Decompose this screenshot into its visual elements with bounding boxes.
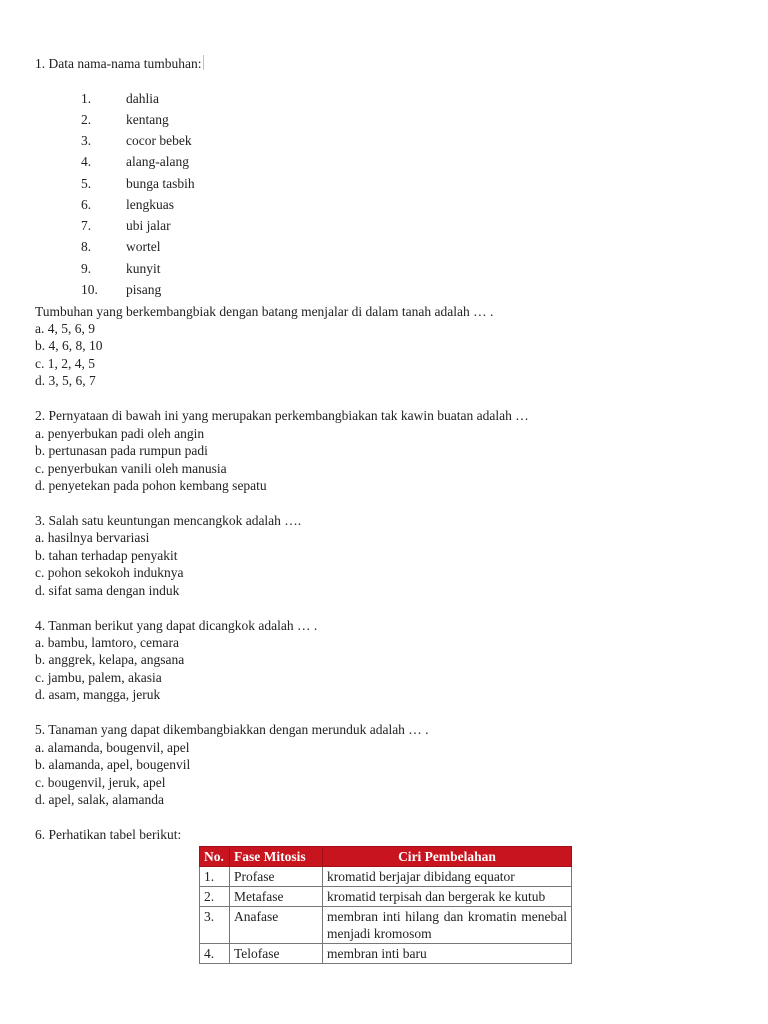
q3-option-d: d. sifat sama dengan induk: [35, 583, 180, 598]
q2-option-d: d. penyetekan pada pohon kembang sepatu: [35, 478, 267, 493]
plant-number: 8.: [81, 239, 92, 254]
plant-name: cocor bebek: [126, 133, 192, 148]
plant-name: alang-alang: [126, 154, 189, 169]
q2-question: 2. Pernyataan di bawah ini yang merupakan perkembangbiakan tak kawin buatan adalah …: [35, 408, 529, 423]
plant-name: bunga tasbih: [126, 176, 195, 191]
q4-option-c: c. jambu, palem, akasia: [35, 670, 162, 685]
table-cell: kromatid berjajar dibidang equator: [323, 867, 572, 887]
q1-option-c: c. 1, 2, 4, 5: [35, 356, 95, 371]
plant-number: 3.: [81, 133, 92, 148]
plant-number: 1.: [81, 91, 92, 106]
table-cell: kromatid terpisah dan bergerak ke kutub: [323, 887, 572, 907]
table-cell: membran inti hilang dan kromatin menebal menjadi kromosom: [323, 907, 572, 944]
q1-title: 1. Data nama-nama tumbuhan:: [35, 55, 204, 72]
plant-name: wortel: [126, 239, 161, 254]
q4-question: 4. Tanman berikut yang dapat dicangkok adalah … .: [35, 618, 318, 633]
table-cell: Profase: [230, 867, 323, 887]
table-header-row: [200, 847, 572, 867]
q1-option-b: b. 4, 6, 8, 10: [35, 338, 103, 353]
q3-option-a: a. hasilnya bervariasi: [35, 530, 150, 545]
table-header-cell: No.: [200, 847, 230, 867]
q1-option-a: a. 4, 5, 6, 9: [35, 321, 95, 336]
q1-option-d: d. 3, 5, 6, 7: [35, 373, 96, 388]
q5-option-d: d. apel, salak, alamanda: [35, 792, 164, 807]
q3-option-b: b. tahan terhadap penyakit: [35, 548, 178, 563]
plant-name: lengkuas: [126, 197, 174, 212]
text-cursor: [203, 55, 204, 70]
table-header-cell: Fase Mitosis: [230, 847, 323, 867]
q4-option-b: b. anggrek, kelapa, angsana: [35, 652, 185, 667]
q5-option-b: b. alamanda, apel, bougenvil: [35, 757, 191, 772]
table-row: [200, 887, 572, 907]
table-cell: Anafase: [230, 907, 323, 944]
q2-option-b: b. pertunasan pada rumpun padi: [35, 443, 208, 458]
table-cell: 3.: [200, 907, 230, 944]
table-cell: Telofase: [230, 944, 323, 964]
table-row: [200, 907, 572, 944]
table-cell: 2.: [200, 887, 230, 907]
plant-name: kentang: [126, 112, 169, 127]
q5-option-a: a. alamanda, bougenvil, apel: [35, 740, 190, 755]
q6-question: 6. Perhatikan tabel berikut:: [35, 827, 182, 842]
q4-option-a: a. bambu, lamtoro, cemara: [35, 635, 179, 650]
q2-option-a: a. penyerbukan padi oleh angin: [35, 426, 205, 441]
q5-question: 5. Tanaman yang dapat dikembangbiakkan dengan merunduk adalah … .: [35, 722, 429, 737]
table-cell: 1.: [200, 867, 230, 887]
plant-number: 5.: [81, 176, 92, 191]
table-row: [200, 944, 572, 964]
plant-number: 2.: [81, 112, 92, 127]
plant-name: dahlia: [126, 91, 159, 106]
q3-question: 3. Salah satu keuntungan mencangkok adalah ….: [35, 513, 302, 528]
q3-option-c: c. pohon sekokoh induknya: [35, 565, 184, 580]
plant-number: 6.: [81, 197, 92, 212]
mitosis-table: [199, 846, 572, 964]
table-cell: 4.: [200, 944, 230, 964]
table-cell: membran inti baru: [323, 944, 572, 964]
plant-number: 10.: [81, 282, 98, 297]
plant-name: pisang: [126, 282, 162, 297]
plant-number: 9.: [81, 261, 92, 276]
table-header-cell: Ciri Pembelahan: [323, 847, 572, 867]
plant-name: ubi jalar: [126, 218, 171, 233]
plant-number: 7.: [81, 218, 92, 233]
q2-option-c: c. penyerbukan vanili oleh manusia: [35, 461, 227, 476]
table-cell: Metafase: [230, 887, 323, 907]
q1-question: Tumbuhan yang berkembangbiak dengan batang menjalar di dalam tanah adalah … .: [35, 304, 494, 319]
q4-option-d: d. asam, mangga, jeruk: [35, 687, 161, 702]
table-row: [200, 867, 572, 887]
q5-option-c: c. bougenvil, jeruk, apel: [35, 775, 166, 790]
plant-number: 4.: [81, 154, 92, 169]
plant-name: kunyit: [126, 261, 161, 276]
